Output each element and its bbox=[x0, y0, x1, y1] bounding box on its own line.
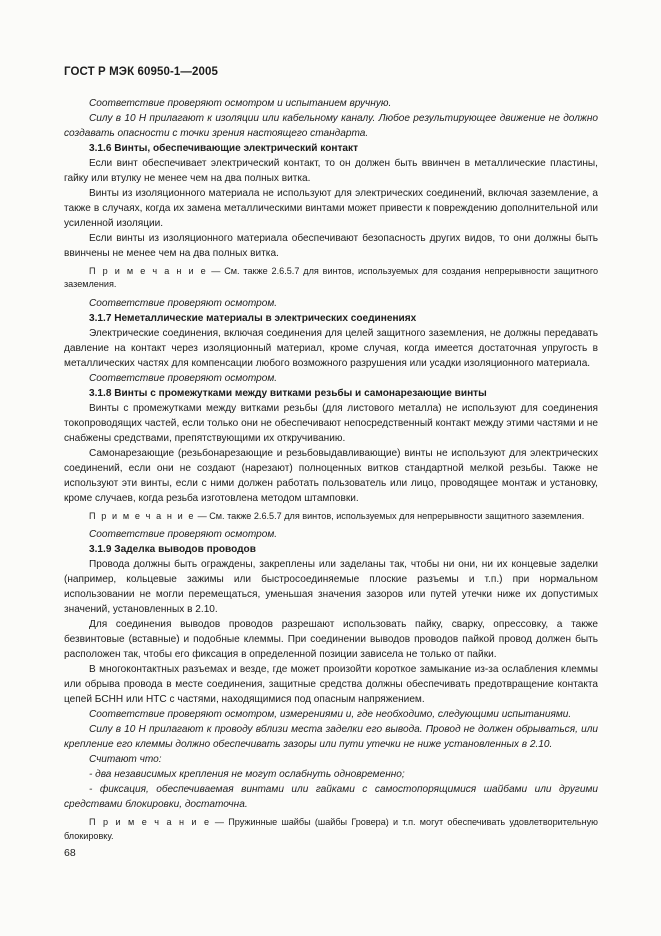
body-paragraph: Если винт обеспечивает электрический контакт, то он должен быть ввинчен в металлические пластины, гайку или втулку не менее чем на два полных витка. bbox=[64, 158, 598, 184]
compliance-text: Соответствие проверяют осмотром, измерениями и, где необходимо, следующими испытаниями. bbox=[89, 709, 572, 721]
body-paragraph: Винты из изоляционного материала не используют для электрических соединений, включая заземление, а также в случаях, когда их замена металлическими винтами может привести к повреждению дополнительной или усиленной изоляции. bbox=[64, 188, 598, 229]
body-paragraph: Для соединения выводов проводов разрешают использовать пайку, сварку, опрессовку, а также безвинтовые (вставные) и подобные клеммы. При соединении выводов проводов пайкой провод должен быть расположен так, чтобы его фиксация в определенной позиции зависела не только от пайки. bbox=[64, 619, 598, 661]
note-label: П р и м е ч а н и е bbox=[89, 510, 196, 521]
criteria-intro: Считают что: bbox=[89, 754, 162, 766]
test-text: Силу в 10 Н прилагают к изоляции или кабельному каналу. Любое результирующее движение не должно создавать опасности с точки зрения настоящего стандарта. bbox=[64, 113, 598, 139]
body-paragraph: Самонарезающие (резьбонарезающие и резьбовыдавливающие) винты не используют для электрических соединений, если они не создают (нарезают) полноценных витков стандартной мелкой резьбы. Также не используют эти винты, если с ними должен работать пользователь или лицо, проводящее монтаж и установку, кроме случаев, когда резьба изготовлена методом штамповки. bbox=[64, 447, 598, 504]
page-number: 68 bbox=[64, 847, 76, 859]
section-heading-3-1-9: 3.1.9 Заделка выводов проводов bbox=[89, 544, 256, 556]
section-heading-3-1-6: 3.1.6 Винты, обеспечивающие электрический контакт bbox=[89, 143, 359, 154]
note-label: П р и м е ч а н и е bbox=[89, 817, 211, 828]
body-paragraph: Провода должны быть ограждены, закреплены или заделаны так, чтобы ни они, ни их концевые заделки (например, кольцевые зажимы или быстросоединяемые плоские разъемы и т.п.) при нормальном использовании не могли перемещаться, уменьшая значения зазоров или путей утечки ниже их допустимых значений, установленных в 2.10. bbox=[64, 559, 598, 616]
body-paragraph: Винты с промежутками между витками резьбы (для листового металла) не используют для соединения токопроводящих частей, если только они не обеспечивают непосредственный контакт между этими частями и не снабжены средствами, препятствующими их откручиванию. bbox=[64, 402, 598, 444]
compliance-text: Соответствие проверяют осмотром и испытанием вручную. bbox=[89, 98, 392, 109]
note-label: П р и м е ч а н и е bbox=[89, 266, 208, 276]
section-heading-3-1-7: 3.1.7 Неметаллические материалы в электрических соединениях bbox=[89, 312, 417, 324]
note-paragraph: П р и м е ч а н и е — Пружинные шайбы (шайбы Гровера) и т.п. могут обеспечивать удовлетворительную блокировку. bbox=[64, 817, 599, 841]
body-paragraph: Электрические соединения, включая соединения для целей защитного заземления, не должны передавать давление на контакт через изоляционный материал, кроме случая, когда имеется достаточная упругость в металлических частях для компенсации любого возможного разрушения или усадки изоляционного материала. bbox=[64, 327, 598, 369]
compliance-text: Соответствие проверяют осмотром. bbox=[89, 297, 278, 309]
compliance-text: Соответствие проверяют осмотром. bbox=[89, 529, 278, 541]
criteria-item: - фиксация, обеспечиваемая винтами или гайками с самостопорящимися шайбами или другими средствами блокировки, достаточна. bbox=[64, 784, 598, 811]
section-heading-3-1-8: 3.1.8 Винты с промежутками между витками резьбы и самонарезающие винты bbox=[89, 387, 487, 399]
standard-header: ГОСТ Р МЭК 60950-1—2005 bbox=[64, 66, 218, 78]
body-paragraph: Если винты из изоляционного материала обеспечивают безопасность других видов, то они должны быть ввинчены не менее чем на два полных витка. bbox=[64, 233, 598, 259]
page-content bbox=[64, 96, 598, 847]
note-paragraph: П р и м е ч а н и е — См. также 2.6.5.7 для винтов, используемых для непрерывности защитного заземления. bbox=[89, 510, 585, 521]
body-paragraph: В многоконтактных разъемах и везде, где может произойти короткое замыкание из-за ослабления клеммы или обрыва провода в месте соединения, защитные средства должны обеспечивать предотвращение контакта цепей БСНН или НТС с частями, находящимися под опасным напряжением. bbox=[64, 664, 598, 706]
criteria-item: - два независимых крепления не могут ослабнуть одновременно; bbox=[89, 769, 405, 781]
test-text: Силу в 10 Н прилагают к проводу вблизи места заделки его вывода. Провод не должен обрываться, или крепление его клеммы должно обеспечивать зазоры или пути утечки не ниже установленных в 2.10. bbox=[64, 724, 598, 751]
compliance-text: Соответствие проверяют осмотром. bbox=[89, 372, 278, 384]
note-paragraph: П р и м е ч а н и е — См. также 2.6.5.7 для винтов, используемых для создания непрерывности защитного заземления. bbox=[64, 266, 599, 290]
